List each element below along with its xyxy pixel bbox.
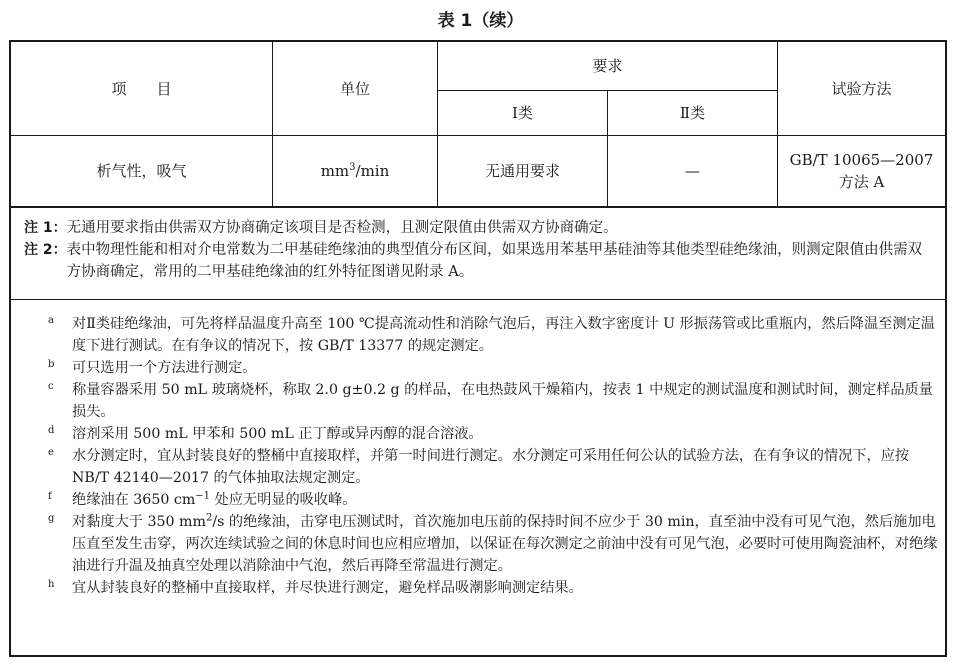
footnote-superscript: 2 (205, 512, 213, 524)
footnote-text: 宜从封装良好的整桶中直接取样，并尽快进行测定，避免样品吸潮影响测定结果。 (72, 580, 583, 596)
header-class2: Ⅱ类 (679, 104, 706, 122)
header-class1: Ⅰ类 (512, 104, 533, 122)
footnote-item (48, 357, 946, 379)
footnote-mark: f (48, 491, 52, 502)
note-item (24, 217, 924, 239)
footnote-text: 称量容器采用 50 mL 玻璃烧杯，称取 2.0 g±0.2 g 的样品，在电热鼓风干燥箱内，按表 1 中规定的测试温度和测试时间，测定样品质量损失。 (72, 382, 933, 420)
row-unit (273, 136, 437, 206)
footnote-superscript: −1 (195, 490, 211, 502)
footnote-text: 可只选用一个方法进行测定。 (72, 360, 257, 376)
footnote-text: 水分测定时，宜从封装良好的整桶中直接取样，并第一时间进行测定。水分测定可采用任何公认的试验方法，在有争议的情况下，应按 NB/T 42140—2017 的气体抽取法规定测定。 (72, 448, 910, 486)
footnote-text-after: 处应无明显的吸收峰。 (210, 492, 357, 508)
footnote-item (48, 489, 946, 511)
header-method: 试验方法 (831, 79, 892, 98)
notes-section (24, 217, 924, 283)
footnote-mark: a (48, 315, 54, 326)
rule-body-bottom (9, 206, 947, 208)
note-label: 注 1： (24, 220, 67, 236)
footnote-mark: c (48, 381, 54, 392)
note-item (24, 239, 924, 283)
footnote-text-after: /s 的绝缘油，击穿电压测试时，首次施加电压前的保持时间不应少于 30 min，直至油中没有可见气泡，然后施加电压直至发生击穿，两次连续试验之间的休息时间也应相应增加，以保证在每次测定之前油中没有可见气泡，必要时可使用陶瓷油杯，对绝缘油进行升温及抽真空处理以消除油中气泡，然后再降至常温进行测定。 (72, 514, 938, 574)
header-requirement: 要求 (592, 57, 623, 75)
row-class1: 无通用要求 (484, 162, 560, 180)
footnote-item (48, 577, 946, 599)
note-label: 注 2： (24, 242, 67, 258)
footnote-mark: h (48, 579, 55, 590)
footnote-mark: b (48, 359, 55, 370)
method-line2: 方法 A (838, 173, 885, 191)
footnotes-section (48, 313, 946, 599)
footnote-text: 溶剂采用 500 mL 甲苯和 500 mL 正丁醇或异丙醇的混合溶液。 (72, 426, 483, 442)
header-item: 项 目 (111, 79, 172, 98)
note-text: 无通用要求指由供需双方协商确定该项目是否检测，且测定限值由供需双方协商确定。 (66, 220, 618, 236)
row-method (778, 136, 945, 206)
footnote-item (48, 313, 946, 357)
table-title: 表 1（续） (437, 11, 524, 31)
footnote-item (48, 379, 946, 423)
footnote-item (48, 511, 946, 577)
unit-base: mm (320, 162, 350, 180)
footnote-mark: e (48, 447, 54, 458)
footnote-text-before: 对黏度大于 350 mm (72, 514, 206, 530)
row-item: 析气性，吸气 (96, 162, 187, 180)
header-unit: 单位 (339, 79, 370, 98)
note-text: 表中物理性能和相对介电常数为二甲基硅绝缘油的典型值分布区间，如果选用苯基甲基硅油等其他类型硅绝缘油，则测定限值由供需双方协商确定，常用的二甲基硅绝缘油的红外特征图谱见附录 A。 (66, 242, 923, 280)
footnote-mark: g (48, 513, 55, 524)
rule-notes-bottom (9, 299, 947, 300)
footnote-text-before: 绝缘油在 3650 cm (72, 492, 196, 508)
unit-tail: /min (355, 162, 390, 180)
row-class2: — (685, 162, 700, 180)
footnote-text: 对Ⅱ类硅绝缘油，可先将样品温度升高至 100 ℃提高流动性和消除气泡后，再注入数字密度计 U 形振荡管或比重瓶内，然后降温至测定温度下进行测试。在有争议的情况下，按 GB/T 13377 的规定测定。 (72, 316, 935, 354)
method-line1: GB/T 10065—2007 (789, 151, 934, 169)
footnote-item (48, 423, 946, 445)
footnote-mark: d (48, 425, 55, 436)
unit-superscript: 3 (349, 162, 356, 173)
footnote-item (48, 445, 946, 489)
